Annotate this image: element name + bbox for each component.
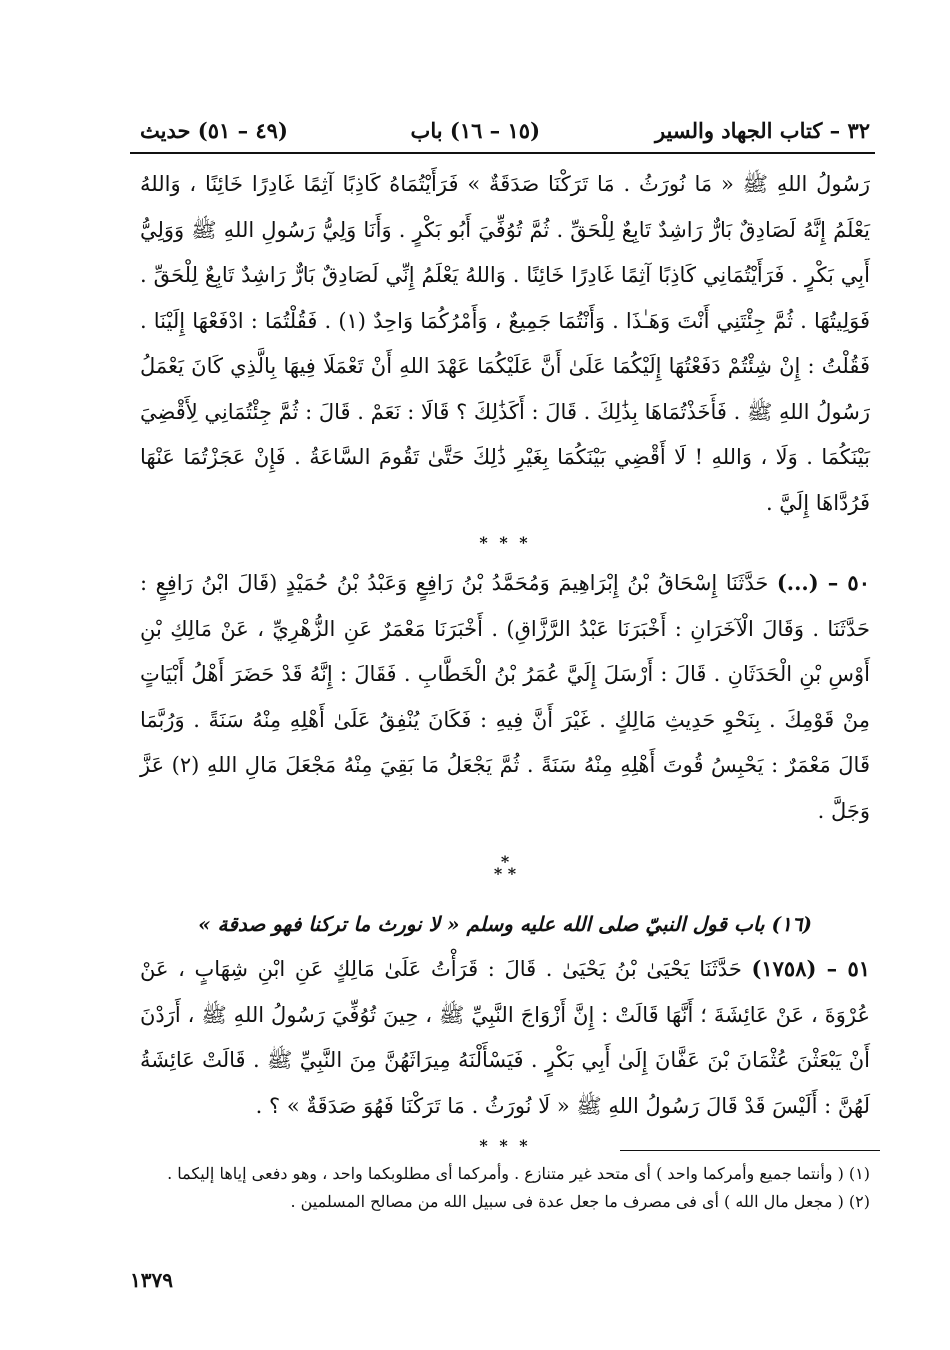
hadith-text: حَدَّثَنَا يَحْيَىٰ بْنُ يَحْيَىٰ . قَالَ : قَرَأْتُ عَلَىٰ مَالِكٍ عَنِ ابْنِ شِهَابٍ ، عَنْ عُرْوَةَ ، عَنْ عَائِشَةَ ؛ أَنَّهَا قَالَتْ : إِنَّ أَزْوَاجَ النَّبِيِّ ﷺ ، حِينَ تُوُفِّيَ رَسُولُ اللهِ ﷺ ، أَرَدْنَ أَنْ يَبْعَثْنَ عُثْمَانَ بْنَ عَفَّانَ إِلَىٰ أَبِي بَكْرٍ . فَيَسْأَلْنَهُ مِيرَاثَهُنَّ مِنَ النَّبِيِّ ﷺ . قَالَتْ عَائِشَةُ لَهُنَّ : أَلَيْسَ قَدْ قَالَ رَسُولُ اللهِ ﷺ « لَا نُورَثُ . مَا تَرَكْنَا فَهُوَ صَدَقَةٌ » ؟ . bbox=[140, 957, 871, 1118]
running-header bbox=[140, 118, 870, 150]
header-hadith-range: (٤٩ – ٥١) حديث bbox=[140, 118, 288, 143]
hadith-51 bbox=[140, 946, 870, 1129]
header-book-title: ٣٢ – كتاب الجهاد والسير bbox=[654, 118, 870, 143]
separator-stars: * * * bbox=[479, 1136, 531, 1155]
footnote-1: (١) ( وأنتما جميع وأمركما واحد ) أى متحد غير متنازع . وأمركما أى مطلوبكما واحد ، وهو دفعى إياها إليكما . bbox=[167, 1164, 870, 1183]
footnote-rule bbox=[620, 1150, 880, 1151]
hadith-number: ٥١ – (١٧٥٨) bbox=[751, 956, 870, 981]
footnote-2: (٢) ( مجعل مال الله ) أى فى مصرف ما جعل عدة فى سبيل الله من مصالح المسلمين . bbox=[290, 1192, 870, 1211]
header-rule bbox=[130, 152, 875, 154]
hadith-number: ٥٠ – (...) bbox=[776, 570, 870, 595]
main-text bbox=[140, 162, 870, 1163]
header-chapter-range: (١٥ – ١٦) باب bbox=[410, 118, 540, 143]
hadith-text: حَدَّثَنَا إِسْحَاقُ بْنُ إِبْرَاهِيمَ وَمُحَمَّدُ بْنُ رَافِعٍ وَعَبْدُ بْنُ حُمَيْدٍ (قَالَ ابْنُ رَافِعٍ : حَدَّثَنَا . وَقَالَ الْآخَرَانِ : أَخْبَرَنَا عَبْدُ الرَّزَّاقِ) . أَخْبَرَنَا مَعْمَرٌ عَنِ الزُّهْرِيِّ ، عَنْ مَالِكِ بْنِ أَوْسِ بْنِ الْحَدَثَانِ . قَالَ : أَرْسَلَ إِلَيَّ عُمَرُ بْنُ الْخَطَّابِ . فَقَالَ : إِنَّهُ قَدْ حَضَرَ أَهْلُ أَبْيَاتٍ مِنْ قَوْمِكَ . بِنَحْوِ حَدِيثِ مَالِكٍ . غَيْرَ أَنَّ فِيهِ : فَكَانَ يُنْفِقُ عَلَىٰ أَهْلِهِ مِنْهُ سَنَةً . وَرُبَّمَا قَالَ مَعْمَرٌ : يَحْبِسُ قُوتَ أَهْلِهِ مِنْهُ سَنَةً . ثُمَّ يَجْعَلُ مَا بَقِيَ مِنْهُ مَجْعَلَ مَالِ اللهِ (٢) عَزَّ وَجَلَّ . bbox=[140, 571, 870, 823]
chapter-heading: (١٦) باب قول النبيّ صلى الله عليه وسلم « لا نورث ما تركنا فهو صدقة » bbox=[198, 912, 812, 936]
footnotes bbox=[130, 1160, 870, 1216]
separator-asterism: * * * bbox=[493, 852, 517, 883]
separator-stars: * * * bbox=[479, 533, 531, 552]
hadith-50 bbox=[140, 560, 870, 834]
page-number: ١٣٧٩ bbox=[130, 1268, 173, 1292]
paragraph-continuation: رَسُولُ اللهِ ﷺ « مَا نُورَثُ . مَا تَرَكْنَا صَدَقَةٌ » فَرَأَيْتُمَاهُ كَاذِبًا آثِمًا غَادِرًا خَائِنًا ، وَاللهُ يَعْلَمُ إِنَّهُ لَصَادِقٌ بَارٌّ رَاشِدٌ تَابِعٌ لِلْحَقِّ . ثُمَّ تُوُفِّيَ أَبُو بَكْرٍ . وَأَنَا وَلِيُّ رَسُولِ اللهِ ﷺ وَوَلِيُّ أَبِي بَكْرٍ . فَرَأَيْتُمَانِي كَاذِبًا آثِمًا غَادِرًا خَائِنًا . وَاللهُ يَعْلَمُ إِنِّي لَصَادِقٌ بَارٌّ رَاشِدٌ تَابِعٌ لِلْحَقِّ . فَوَلِيتُهَا . ثُمَّ جِئْتَنِي أَنْتَ وَهَـٰذَا . وَأَنْتُمَا جَمِيعٌ ، وَأَمْرُكُمَا وَاحِدٌ (١) . فَقُلْتُمَا : ادْفَعْهَا إِلَيْنَا . فَقُلْتُ : إِنْ شِئْتُمْ دَفَعْتُهَا إِلَيْكُمَا عَلَىٰ أَنَّ عَلَيْكُمَا عَهْدَ اللهِ أَنْ تَعْمَلَا فِيهَا بِالَّذِي كَانَ يَعْمَلُ رَسُولُ اللهِ ﷺ . فَأَخَذْتُمَاهَا بِذَٰلِكَ . قَالَ : أَكَذَٰلِكَ ؟ قَالَا : نَعَمْ . قَالَ : ثُمَّ جِئْتُمَانِي لِأَقْضِيَ بَيْنَكُمَا . وَلَا ، وَاللهِ ! لَا أَقْضِي بَيْنَكُمَا بِغَيْرِ ذَٰلِكَ حَتَّىٰ تَقُومَ السَّاعَةُ . فَإِنْ عَجَزْتُمَا عَنْهَا فَرُدَّاهَا إِلَيَّ . bbox=[140, 172, 870, 515]
